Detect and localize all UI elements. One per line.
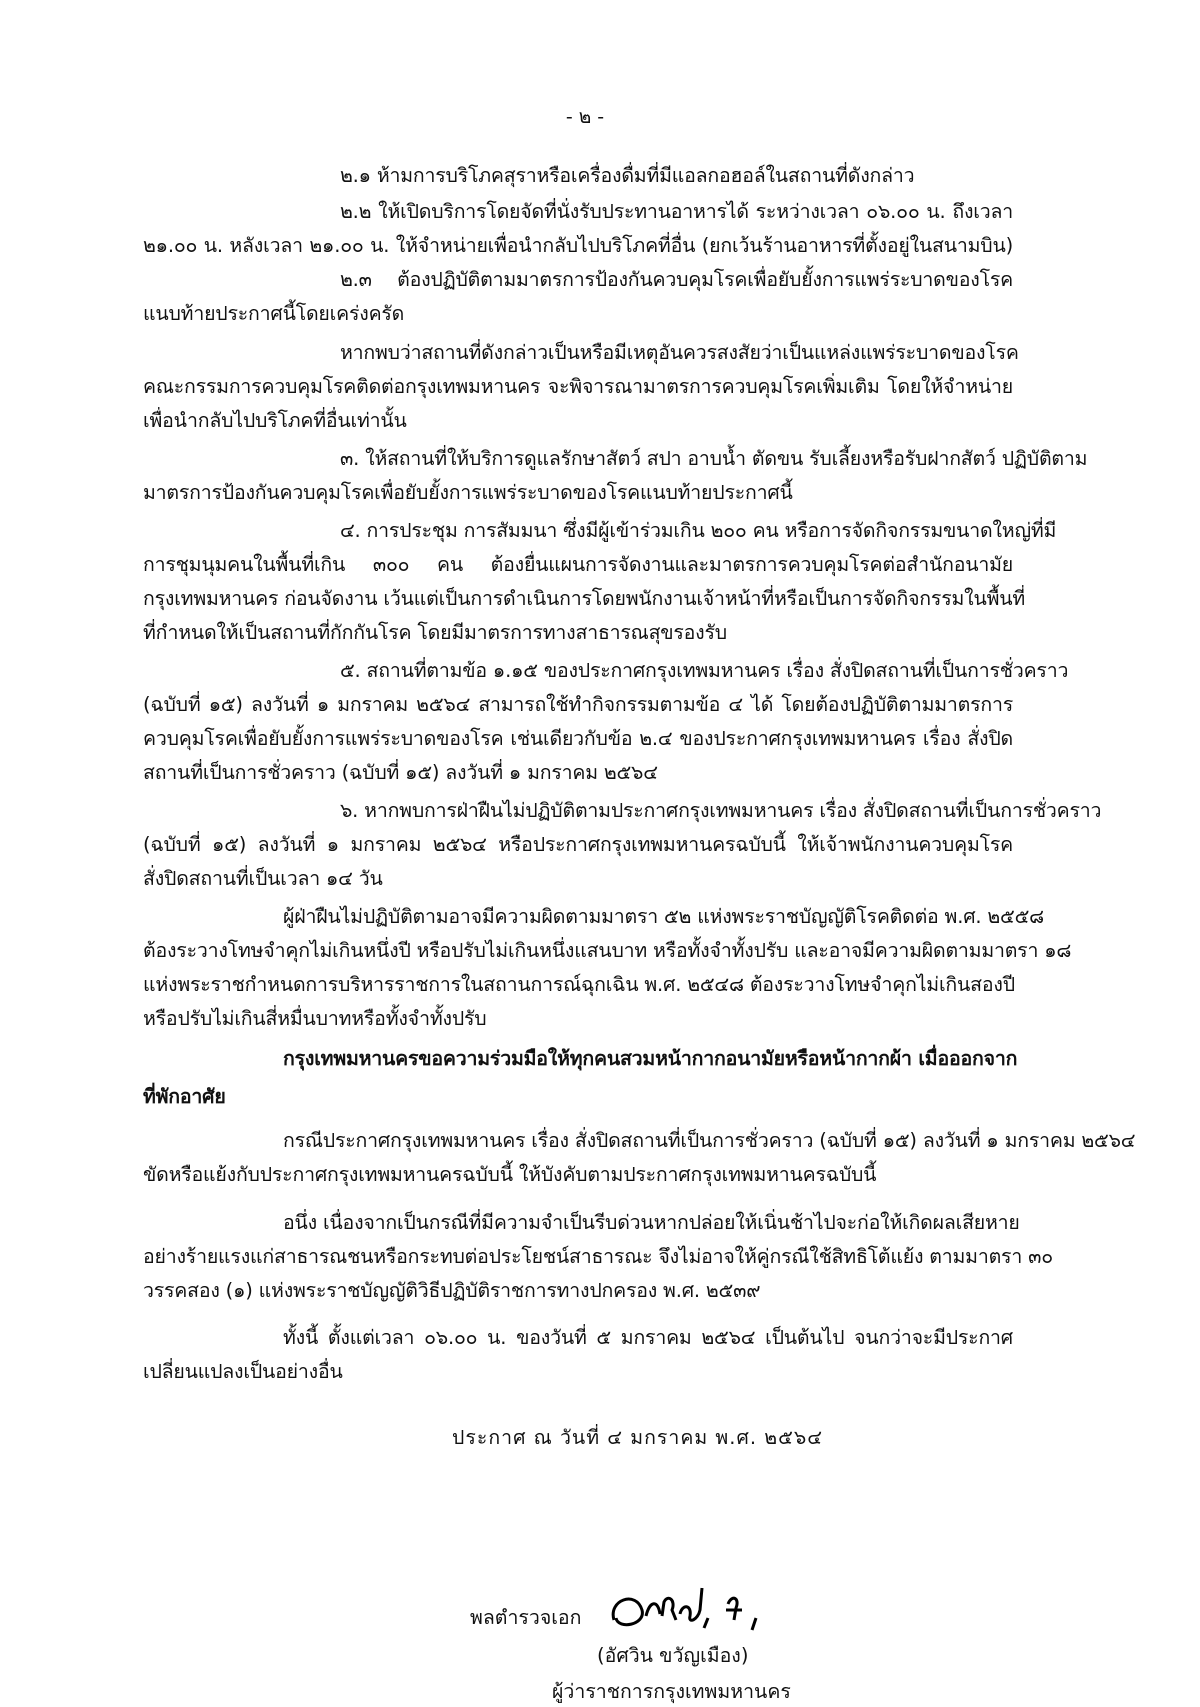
announced-date: ประกาศ ณ วันที่ ๔ มกราคม พ.ศ. ๒๕๖๔ [452,1426,823,1449]
text-line: วรรคสอง (๑) แห่งพระราชบัญญัติวิธีปฏิบัติราชการทางปกครอง พ.ศ. ๒๕๓๙ [143,1279,761,1302]
clause-2-3: ๒.๓ ต้องปฏิบัติตามมาตรการป้องกันควบคุมโรคเพื่อยับยั้งการแพร่ระบาดของโรค [340,268,1013,291]
signer-rank: พลตำรวจเอก [470,1606,582,1629]
text-line: คณะกรรมการควบคุมโรคติดต่อกรุงเทพมหานคร จะพิจารณามาตรการควบคุมโรคเพิ่มเติม โดยให้จำหน่าย [143,375,1013,398]
text-line: เปลี่ยนแปลงเป็นอย่างอื่น [143,1360,343,1383]
text-line: ขัดหรือแย้งกับประกาศกรุงเทพมหานครฉบับนี้ ให้บังคับตามประกาศกรุงเทพมหานครฉบับนี้ [143,1163,877,1186]
effective-paragraph: ทั้งนี้ ตั้งแต่เวลา ๐๖.๐๐ น. ของวันที่ ๕ มกราคม ๒๕๖๔ เป็นต้นไป จนกว่าจะมีประกาศ [283,1326,1013,1349]
text-line: สถานที่เป็นการชั่วคราว (ฉบับที่ ๑๕) ลงวันที่ ๑ มกราคม ๒๕๖๔ [143,761,658,784]
signer-position: ผู้ว่าราชการกรุงเทพมหานคร [552,1680,791,1703]
text-line: (ฉบับที่ ๑๕) ลงวันที่ ๑ มกราคม ๒๕๖๔ สามารถใช้ทำกิจกรรมตามข้อ ๔ ได้ โดยต้องปฏิบัติตามมาตรการ [143,693,1013,716]
text-line: อย่างร้ายแรงแก่สาธารณชนหรือกระทบต่อประโยชน์สาธารณะ จึงไม่อาจให้คู่กรณีใช้สิทธิโต้แย้ง ตามมาตรา ๓๐ [143,1245,1053,1268]
penalty-paragraph: ผู้ฝ่าฝืนไม่ปฏิบัติตามอาจมีความผิดตามมาตรา ๕๒ แห่งพระราชบัญญัติโรคติดต่อ พ.ศ. ๒๕๕๘ [283,905,1045,928]
text-line: ที่กำหนดให้เป็นสถานที่กักกันโรค โดยมีมาตรการทางสาธารณสุขรองรับ [143,621,727,644]
signer-name: (อัศวิน ขวัญเมือง) [597,1644,749,1667]
text-line: สั่งปิดสถานที่เป็นเวลา ๑๔ วัน [143,867,383,890]
text-line: ๒๑.๐๐ น. หลังเวลา ๒๑.๐๐ น. ให้จำหน่ายเพื่อนำกลับไปบริโภคที่อื่น (ยกเว้นร้านอาหารที่ตั้งอยู่ในสนามบิน) [143,234,1013,257]
text-line: ที่พักอาศัย [143,1085,226,1108]
page-number: - ๒ - [565,106,605,128]
mask-request: กรุงเทพมหานครขอความร่วมมือให้ทุกคนสวมหน้ากากอนามัยหรือหน้ากากผ้า เมื่อออกจาก [283,1047,1018,1070]
clause-4: ๔. การประชุม การสัมมนา ซึ่งมีผู้เข้าร่วมเกิน ๒๐๐ คน หรือการจัดกิจกรรมขนาดใหญ่ที่มี [340,519,1057,542]
text-line: เพื่อนำกลับไปบริโภคที่อื่นเท่านั้น [143,409,407,432]
clause-2-1: ๒.๑ ห้ามการบริโภคสุราหรือเครื่องดื่มที่มีแอลกอฮอล์ในสถานที่ดังกล่าว [340,164,915,187]
text-line: ต้องระวางโทษจำคุกไม่เกินหนึ่งปี หรือปรับไม่เกินหนึ่งแสนบาท หรือทั้งจำทั้งปรับ และอาจมีความผิดตามมาตรา ๑๘ [143,939,1072,962]
urgency-paragraph: อนึ่ง เนื่องจากเป็นกรณีที่มีความจำเป็นรีบด่วนหากปล่อยให้เนิ่นช้าไปจะก่อให้เกิดผลเสียหาย [283,1211,1020,1234]
clause-3: ๓. ให้สถานที่ให้บริการดูแลรักษาสัตว์ สปา อาบน้ำ ตัดขน รับเลี้ยงหรือรับฝากสัตว์ ปฏิบัติตาม [340,447,1088,470]
clause-6: ๖. หากพบการฝ่าฝืนไม่ปฏิบัติตามประกาศกรุงเทพมหานคร เรื่อง สั่งปิดสถานที่เป็นการชั่วคราว [340,799,1102,822]
text-line: (ฉบับที่ ๑๕) ลงวันที่ ๑ มกราคม ๒๕๖๔ หรือประกาศกรุงเทพมหานครฉบับนี้ ให้เจ้าพนักงานควบคุมโรค [143,833,1013,856]
text-line: แห่งพระราชกำหนดการบริหารราชการในสถานการณ์ฉุกเฉิน พ.ศ. ๒๕๔๘ ต้องระวางโทษจำคุกไม่เกินสองปี [143,973,1015,996]
text-line: ควบคุมโรคเพื่อยับยั้งการแพร่ระบาดของโรค เช่นเดียวกับข้อ ๒.๔ ของประกาศกรุงเทพมหานคร เรื่อง สั่งปิด [143,727,1013,750]
text-line: แนบท้ายประกาศนี้โดยเคร่งครัด [143,302,405,325]
text-line: กรุงเทพมหานคร ก่อนจัดงาน เว้นแต่เป็นการดำเนินการโดยพนักงานเจ้าหน้าที่หรือเป็นการจัดกิจกรรมในพื้นที่ [143,587,1026,610]
signature-icon [606,1580,806,1640]
clause-5: ๕. สถานที่ตามข้อ ๑.๑๕ ของประกาศกรุงเทพมหานคร เรื่อง สั่งปิดสถานที่เป็นการชั่วคราว [340,659,1069,682]
conflict-paragraph: กรณีประกาศกรุงเทพมหานคร เรื่อง สั่งปิดสถานที่เป็นการชั่วคราว (ฉบับที่ ๑๕) ลงวันที่ ๑ มกราคม ๒๕๖๔ [283,1129,1136,1152]
paragraph-outbreak: หากพบว่าสถานที่ดังกล่าวเป็นหรือมีเหตุอันควรสงสัยว่าเป็นแหล่งแพร่ระบาดของโรค [340,341,1019,364]
text-line: การชุมนุมคนในพื้นที่เกิน ๓๐๐ คน ต้องยื่นแผนการจัดงานและมาตรการควบคุมโรคต่อสำนักอนามัย [143,553,1013,576]
text-line: มาตรการป้องกันควบคุมโรคเพื่อยับยั้งการแพร่ระบาดของโรคแนบท้ายประกาศนี้ [143,481,793,504]
clause-2-2: ๒.๒ ให้เปิดบริการโดยจัดที่นั่งรับประทานอาหารได้ ระหว่างเวลา ๐๖.๐๐ น. ถึงเวลา [340,200,1013,223]
text-line: หรือปรับไม่เกินสี่หมื่นบาทหรือทั้งจำทั้งปรับ [143,1007,487,1030]
